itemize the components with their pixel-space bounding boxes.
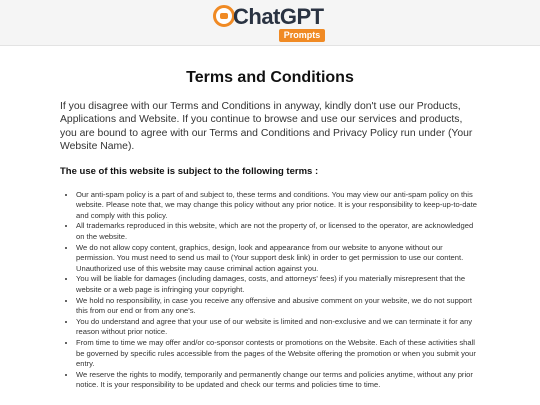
page-title: Terms and Conditions: [186, 69, 354, 86]
list-item: • We hold no responsibility, in case you receive any offensive and abusive comment on your website, we do not support this from our end or from any one's.: [76, 296, 480, 317]
list-item: • From time to time we may offer and/or co-sponsor contests or promotions on the Website. Each of these activities shall be governed by specific rules accessible from the pages of the Website offering the promotion or when you submit your entry.: [76, 338, 480, 370]
list-item: • All trademarks reproduced in this website, which are not the property of, or licensed to the operator, are acknowledged on the website.: [76, 221, 480, 242]
top-bar: [0, 0, 540, 46]
main-content: [60, 60, 480, 391]
terms-list: [60, 190, 480, 391]
intro-paragraph: If you disagree with our Terms and Conditions in anyway, kindly don't use our Products, Applications and Website. If you continue to browse and use our services and products, you are bound to agree with our Terms and Conditions and Privacy Policy run under (Your Website Name).: [60, 101, 473, 153]
list-item: • You do understand and agree that your use of our website is limited and non-exclusive and we can terminate it for any reason without prior notice.: [76, 317, 480, 338]
site-logo[interactable]: [213, 3, 329, 41]
list-item: • We reserve the rights to modify, temporarily and permanently change our terms and policies anytime, without any prior notice. It is your responsibility to be updated and check our terms and policies time to time.: [76, 370, 480, 391]
logo-text: ChatGPT: [233, 4, 324, 29]
chat-bubble-icon: [213, 5, 235, 27]
logo-badge: Prompts: [279, 29, 325, 42]
list-item: • We do not allow copy content, graphics, design, look and appearance from our website to anyone without our permission. You must need to send us mail to (Your support desk link) in order to get permission to use our content. Unauthorized use of this website may cause criminal action against you.: [76, 243, 480, 275]
list-item: • You will be liable for damages (including damages, costs, and attorneys' fees) if you materially misrepresent that the website or a web page is infringing your copyright.: [76, 274, 480, 295]
list-item: • Our anti-spam policy is a part of and subject to, these terms and conditions. You may view our anti-spam policy on this website. Please note that, we may change this policy without any prior notice. It is your responsibility to keep-up-to-date and comply with this policy.: [76, 190, 480, 222]
terms-heading: The use of this website is subject to the following terms :: [60, 165, 319, 177]
